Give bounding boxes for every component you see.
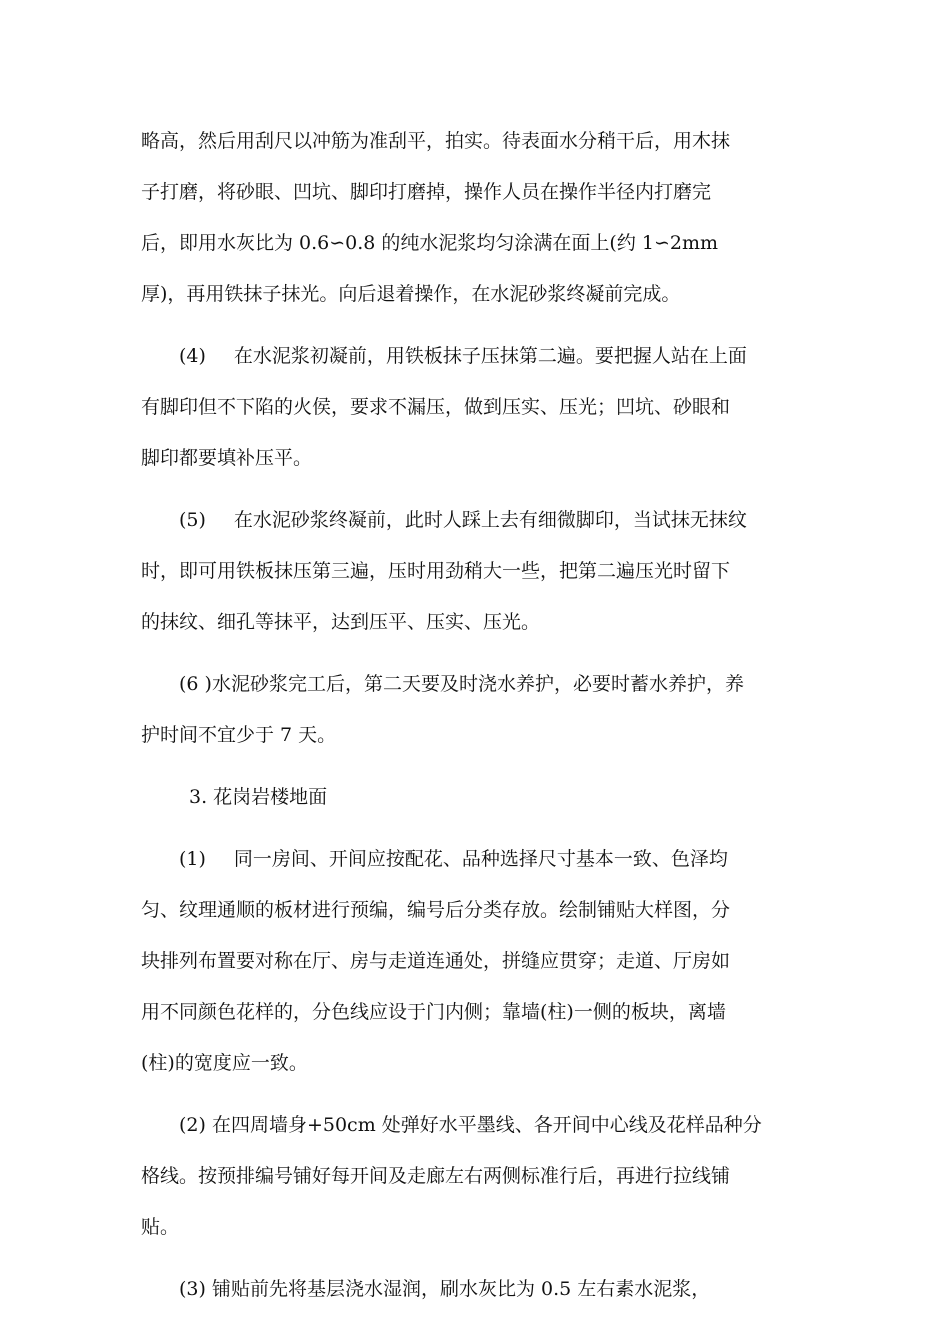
text-line: (柱)的宽度应一致。 — [141, 1052, 308, 1074]
text-line: 用不同颜色花样的，分色线应设于门内侧；靠墙(柱)一侧的板块，离墙 — [141, 1001, 726, 1023]
text-line: 有脚印但不下陷的火侯，要求不漏压，做到压实、压光；凹坑、砂眼和 — [141, 396, 731, 418]
text-line: 贴。 — [141, 1216, 180, 1238]
text-line: 的抹纹、细孔等抹平，达到压平、压实、压光。 — [141, 611, 541, 633]
paragraph-item-4 — [141, 331, 821, 484]
paragraph-granite-item-3 — [141, 1264, 821, 1315]
text-line: 格线。按预排编号铺好每开间及走廊左右两侧标准行后，再进行拉线铺 — [141, 1165, 731, 1187]
list-marker: (1) — [179, 848, 206, 870]
text-line — [141, 495, 821, 546]
text-segment: 在水泥砂浆终凝前，此时人踩上去有细微脚印，当试抹无抹纹 — [233, 509, 747, 531]
document-body — [141, 116, 821, 1326]
paragraph-granite-item-1 — [141, 834, 821, 1089]
paragraph-floor-finishing — [141, 116, 821, 320]
text-line — [141, 331, 821, 382]
text-line: 块排列布置要对称在厅、房与走道连通处，拼缝应贯穿；走道、厅房如 — [141, 950, 731, 972]
list-marker: (4) — [179, 345, 206, 367]
paragraph-item-5 — [141, 495, 821, 648]
text-line: 脚印都要填补压平。 — [141, 447, 313, 469]
text-line: 略高，然后用刮尺以冲筋为准刮平，拍实。待表面水分稍干后，用木抹 — [141, 130, 731, 152]
text-segment: 同一房间、开间应按配花、品种选择尺寸基本一致、色泽均 — [233, 848, 728, 870]
text-segment: 在水泥浆初凝前，用铁板抹子压抹第二遍。要把握人站在上面 — [233, 345, 747, 367]
text-line: 子打磨，将砂眼、凹坑、脚印打磨掉，操作人员在操作半径内打磨完 — [141, 181, 712, 203]
paragraph-granite-item-2 — [141, 1100, 821, 1253]
paragraph-item-6 — [141, 659, 821, 761]
text-line: 后，即用水灰比为 0.6∽0.8 的纯水泥浆均匀涂满在面上(约 1∽2mm — [141, 232, 719, 254]
section-heading-granite-floor: 3. 花岗岩楼地面 — [189, 786, 328, 808]
text-line: (3) 铺贴前先将基层浇水湿润，刷水灰比为 0.5 左右素水泥浆， — [179, 1278, 711, 1300]
text-line — [141, 834, 821, 885]
text-line: 厚)，再用铁抹子抹光。向后退着操作，在水泥砂浆终凝前完成。 — [141, 283, 681, 305]
text-line: (2) 在四周墙身+50cm 处弹好水平墨线、各开间中心线及花样品种分 — [179, 1114, 762, 1136]
text-line: 护时间不宜少于 7 天。 — [141, 724, 337, 746]
list-marker: (5) — [179, 509, 206, 531]
text-line: 时，即可用铁板抹压第三遍，压时用劲稍大一些，把第二遍压光时留下 — [141, 560, 731, 582]
text-line: 匀、纹理通顺的板材进行预编，编号后分类存放。绘制铺贴大样图，分 — [141, 899, 731, 921]
text-line: (6 )水泥砂浆完工后，第二天要及时浇水养护，必要时蓄水养护，养 — [179, 673, 744, 695]
